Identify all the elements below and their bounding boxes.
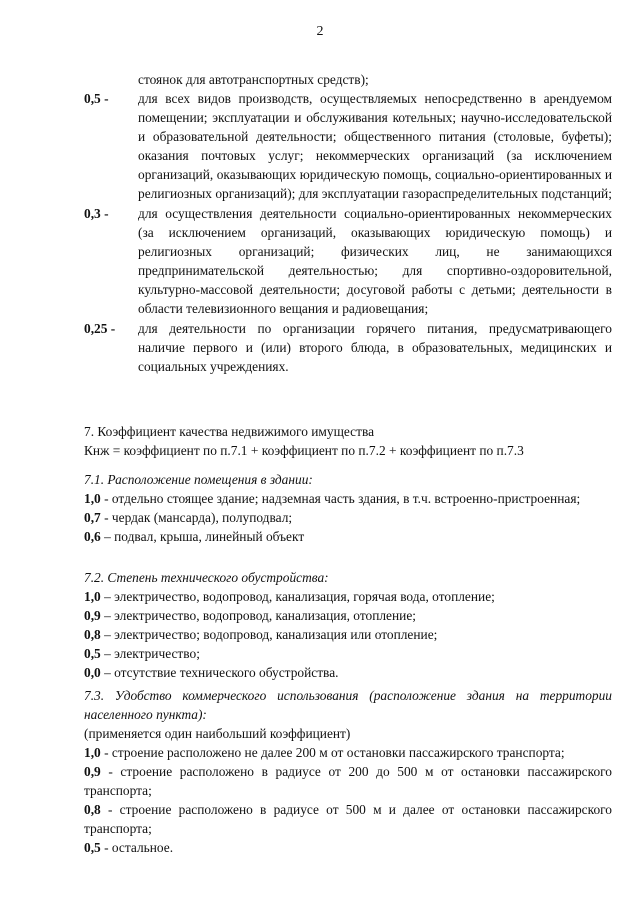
formula: Кнж = коэффициент по п.7.1 + коэффициент по п.7.2 + коэффициент по п.7.3: [84, 443, 524, 458]
item-value: 0,6: [84, 529, 101, 544]
list-item: [84, 587, 612, 606]
list-item: [84, 625, 612, 644]
list-item: [84, 489, 612, 508]
item-text: - строение расположено в радиусе от 200 до 500 м от остановки пассажирского транспорта;: [84, 764, 612, 798]
item-text: – подвал, крыша, линейный объект: [100, 529, 305, 544]
list-item: [84, 527, 612, 546]
item-value: 1,0: [84, 589, 101, 604]
item-text: - строение расположено не далее 200 м от остановки пассажирского транспорта;: [100, 745, 565, 760]
coefficient-list: [84, 70, 612, 377]
coefficient-value: 0,5 -: [84, 91, 109, 106]
coefficient-text: для деятельности по организации горячего питания, предусматривающего наличие первого и (или) второго блюда, в образовательных, медицинских и социальных учреждениях.: [138, 321, 612, 374]
item-text: – электричество, водопровод, канализация, горячая вода, отопление;: [100, 589, 495, 604]
item-value: 1,0: [84, 745, 101, 760]
item-value: 0,0: [84, 665, 101, 680]
list-item: [84, 663, 612, 682]
item-value: 0,5: [84, 646, 101, 661]
subsection-title: 7.1. Расположение помещения в здании:: [84, 472, 313, 487]
subsection-7-2: [84, 568, 612, 682]
item-text: – отсутствие технического обустройства.: [100, 665, 339, 680]
item-value: 0,9: [84, 608, 101, 623]
coefficient-value: 0,25 -: [84, 321, 116, 336]
page-number: 2: [316, 24, 324, 39]
subsection-7-1: [84, 470, 612, 546]
item-value: 1,0: [84, 491, 101, 506]
item-text: - отдельно стоящее здание; надземная часть здания, в т.ч. встроенно-пристроенная;: [100, 491, 581, 506]
section-title: 7. Коэффициент качества недвижимого имущества: [84, 424, 375, 439]
item-text: – электричество, водопровод, канализация, отопление;: [100, 608, 416, 623]
section-7: [84, 422, 612, 460]
item-value: 0,7: [84, 510, 101, 525]
item-text: – электричество; водопровод, канализация или отопление;: [100, 627, 438, 642]
item-text: - чердак (мансарда), полуподвал;: [100, 510, 293, 525]
list-item: [84, 762, 612, 800]
coefficient-item: [84, 89, 612, 203]
subsection-title: 7.2. Степень технического обустройства:: [84, 570, 329, 585]
item-value: 0,5: [84, 840, 101, 855]
item-text: – электричество;: [100, 646, 200, 661]
item-value: 0,9: [84, 764, 101, 779]
list-item: [84, 800, 612, 838]
item-text: - строение расположено в радиусе от 500 м и далее от остановки пассажирского транспорта;: [84, 802, 612, 836]
continuation-text: стоянок для автотранспортных средств);: [138, 72, 369, 87]
list-item: [84, 508, 612, 527]
coefficient-item: [84, 319, 612, 376]
coefficient-text: для осуществления деятельности социально-ориентированных некоммерческих (за исключением организаций, оказывающих юридическую помощь) и религиозных организаций; физических лиц, не занимающихся предпринимательской деятельностью; для спортивно-оздоровительной, культурно-массовой деятельности; досуговой работы с детьми; деятельности в области телевизионного вещания и радиовещания;: [138, 206, 612, 316]
subsection-note: (применяется один наибольший коэффициент): [84, 726, 351, 741]
list-item: [84, 606, 612, 625]
list-item: [84, 838, 612, 857]
item-value: 0,8: [84, 627, 101, 642]
coefficient-item: [84, 204, 612, 318]
subsection-title: 7.3. Удобство коммерческого использования (расположение здания на территории населенного пункта):: [84, 688, 612, 722]
subsection-7-3: [84, 686, 612, 857]
list-item: [84, 644, 612, 663]
list-item: [84, 743, 612, 762]
item-value: 0,8: [84, 802, 101, 817]
coefficient-text: для всех видов производств, осуществляемых непосредственно в арендуемом помещении; эксплуатации и обслуживания котельных; научно-исследовательской и образовательной деятельности; общественного питания (столовые, буфеты); оказания почтовых услуг; некоммерческих организаций (за исключением организаций, оказывающих юридическую помощь, социально-ориентированных и религиозных организаций); для эксплуатации газораспределительных подстанций;: [138, 91, 612, 201]
item-text: - остальное.: [100, 840, 174, 855]
coefficient-value: 0,3 -: [84, 206, 109, 221]
